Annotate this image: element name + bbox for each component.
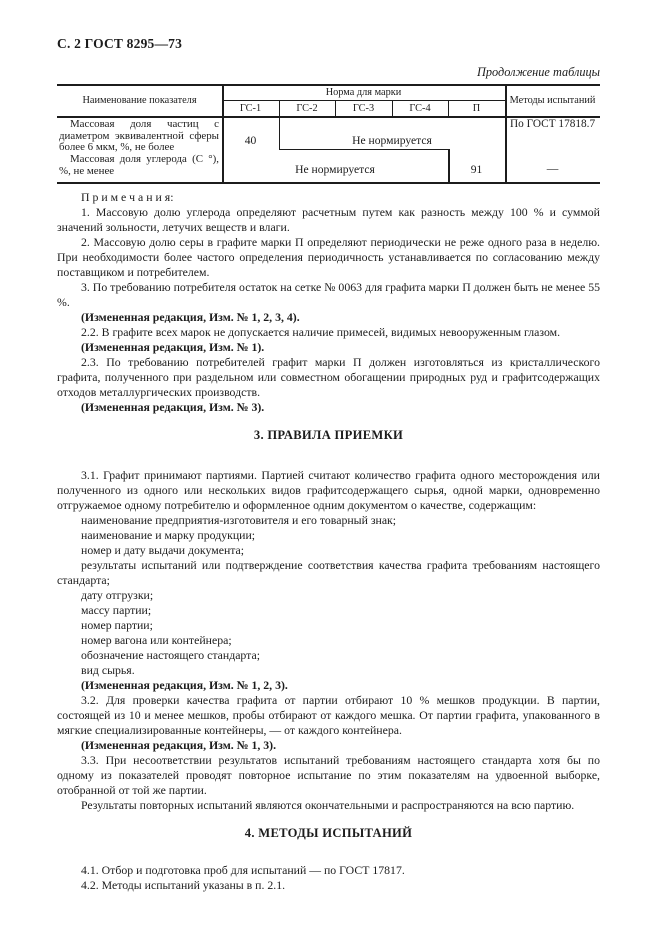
- table-header-methods: Методы испытаний: [509, 95, 596, 107]
- list-item-5: дату отгрузки;: [81, 588, 154, 602]
- table-row1-indicator-name: Массовая доля частиц с диаметром эквивалентной сферы более 6 мкм, %, не более: [59, 118, 219, 154]
- table-header-norma: Норма для марки: [325, 87, 402, 99]
- list-item-1: наименование предприятия-изготовителя и его товарный знак;: [81, 513, 397, 527]
- table-continuation-caption: Продолжение таблицы: [477, 65, 600, 79]
- table-row1-gs1-value: 40: [244, 134, 257, 147]
- page-title: С. 2 ГОСТ 8295—73: [57, 36, 183, 51]
- list-item-3: номер и дату выдачи документа;: [81, 543, 245, 557]
- table-row2-method: —: [546, 162, 559, 175]
- paragraph-3-1: 3.1. Графит принимают партиями. Партией считают количество графита одного месторождения или полученного из одного или нескольких видов графитсодержащего сырья, одной марки, одновременно отгружаемое одному потребителю и оформленное одним документом о качестве, содержащим:: [57, 468, 600, 512]
- table-row2-p-value: 91: [470, 163, 483, 176]
- grades-table: [57, 84, 600, 184]
- table-header-name: Наименование показателя: [82, 95, 197, 107]
- list-item-9: обозначение настоящего стандарта;: [81, 648, 260, 662]
- list-item-7: номер партии;: [81, 618, 153, 632]
- amendment-note-2-3: (Измененная редакция, Изм. № 3).: [81, 400, 265, 414]
- table-header-grade-gs2: ГС-2: [296, 102, 318, 114]
- paragraph-3-2: 3.2. Для проверки качества графита от партии отбирают 10 % мешков продукции. В партии, состоящей из 10 и менее мешков, пробы отбирают от каждого мешка. От партии графита, упакованного в мягкие специализированные контейнеры, — от каждого контейнера.: [57, 693, 600, 737]
- table-header-grade-gs4: ГС-4: [409, 102, 431, 114]
- amendment-note-2-2: (Измененная редакция, Изм. № 1).: [81, 340, 265, 354]
- table-rule-bottom: [57, 182, 600, 184]
- notes-title: П р и м е ч а н и я:: [81, 190, 174, 204]
- table-row1-other-grades-value: Не нормируется: [352, 134, 432, 147]
- paragraph-4-1: 4.1. Отбор и подготовка проб для испытаний — по ГОСТ 17817.: [81, 863, 405, 877]
- amendment-note-3-2: (Измененная редакция, Изм. № 1, 3).: [81, 738, 277, 752]
- amendment-note-2-1: (Измененная редакция, Изм. № 1, 2, 3, 4).: [81, 310, 300, 324]
- list-item-2: наименование и марку продукции;: [81, 528, 256, 542]
- list-item-10: вид сырья.: [81, 663, 135, 677]
- list-item-8: номер вагона или контейнера;: [81, 633, 232, 647]
- amendment-note-3-1: (Измененная редакция, Изм. № 1, 2, 3).: [81, 678, 288, 692]
- page-content: [57, 36, 600, 893]
- note-item-2: 2. Массовую долю серы в графите марки П определяют периодически не реже одного раза в неделю. При необходимости более частого определения периодичность устанавливается по согласованию между поставщиком и потребителем.: [57, 235, 600, 279]
- table-header-grade-gs3: ГС-3: [352, 102, 375, 114]
- table-header-grade-p: П: [472, 102, 481, 114]
- list-item-6: массу партии;: [81, 603, 152, 617]
- paragraph-4-2: 4.2. Методы испытаний указаны в п. 2.1.: [81, 878, 286, 892]
- paragraph-2-2: 2.2. В графите всех марок не допускается наличие примесей, видимых невооруженным глазом.: [81, 325, 561, 339]
- table-row1-method: По ГОСТ 17818.7: [510, 118, 596, 130]
- paragraph-3-3: 3.3. При несоответствии результатов испытаний требованиям настоящего стандарта хотя бы по одному из показателей проводят повторное испытание по этим показателям на удвоенной выборке, отобранной от той же партии.: [57, 753, 600, 797]
- table-row2-indicator-name: Массовая доля углерода (С °), %, не менее: [59, 153, 219, 177]
- table-rule-row-separator: [279, 149, 448, 150]
- table-header-grade-gs1: ГС-1: [239, 102, 262, 114]
- paragraph-3-3-result: Результаты повторных испытаний являются окончательными и распространяются на всю партию.: [81, 798, 575, 812]
- paragraph-2-3: 2.3. По требованию потребителей графит марки П должен изготовляться из кристаллического графита, полученного при раздельном или совместном обогащении природных руд и графитсодержащих отходов металлургических производств.: [57, 355, 600, 399]
- note-item-1: 1. Массовую долю углерода определяют расчетным путем как разность между 100 % и суммой значений зольности, летучих веществ и влаги.: [57, 205, 600, 234]
- section-3-title: 3. ПРАВИЛА ПРИЕМКИ: [253, 428, 404, 442]
- list-item-4: результаты испытаний или подтверждение соответствия качества графита требованиям настоящего стандарта;: [57, 558, 600, 587]
- section-4-title: 4. МЕТОДЫ ИСПЫТАНИЙ: [244, 826, 413, 840]
- table-row2-gs-value: Не нормируется: [295, 163, 375, 176]
- note-item-3: 3. По требованию потребителя остаток на сетке № 0063 для графита марки П должен быть не менее 55 %.: [57, 280, 600, 309]
- notes-block: [57, 190, 600, 310]
